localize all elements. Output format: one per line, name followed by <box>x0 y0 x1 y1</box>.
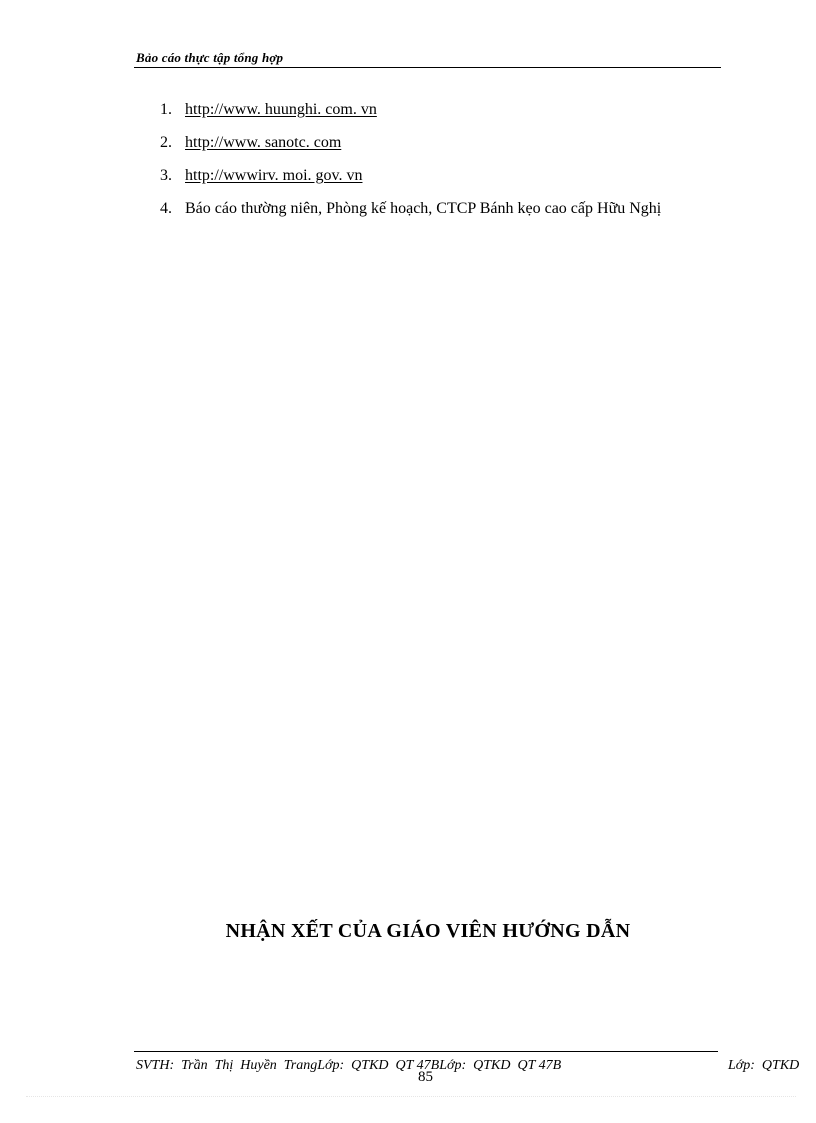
reference-number: 4. <box>160 200 172 217</box>
footer-rule <box>134 1051 718 1052</box>
reference-number: 1. <box>160 101 172 118</box>
reference-item <box>160 193 725 224</box>
footer-student-info: SVTH: Trần Thị Huyền TrangLớp: QTKD QT 47BLớp: QTKD QT 47B <box>136 1058 562 1073</box>
reference-link[interactable]: http://www. huunghi. com. vn <box>185 101 377 118</box>
reference-item <box>160 127 725 158</box>
page-edge-divider <box>26 1096 796 1097</box>
reference-list <box>160 94 725 226</box>
reference-item <box>160 160 725 191</box>
page-number: 85 <box>418 1069 433 1085</box>
footer-class-label: Lớp: QTKD <box>728 1058 800 1073</box>
reference-text: Báo cáo thường niên, Phòng kế hoạch, CTCP Bánh kẹo cao cấp Hữu Nghị <box>185 200 662 217</box>
section-title: NHẬN XẾT CỦA GIÁO VIÊN HƯỚNG DẪN <box>225 920 631 942</box>
reference-number: 2. <box>160 134 172 151</box>
running-header-title: Bảo cáo thực tập tổng hợp <box>136 50 284 65</box>
reference-link[interactable]: http://www. sanotc. com <box>185 134 342 151</box>
reference-link[interactable]: http://wwwirv. moi. gov. vn <box>185 167 363 184</box>
reference-number: 3. <box>160 167 172 184</box>
reference-item <box>160 94 725 125</box>
header-rule <box>134 67 721 68</box>
